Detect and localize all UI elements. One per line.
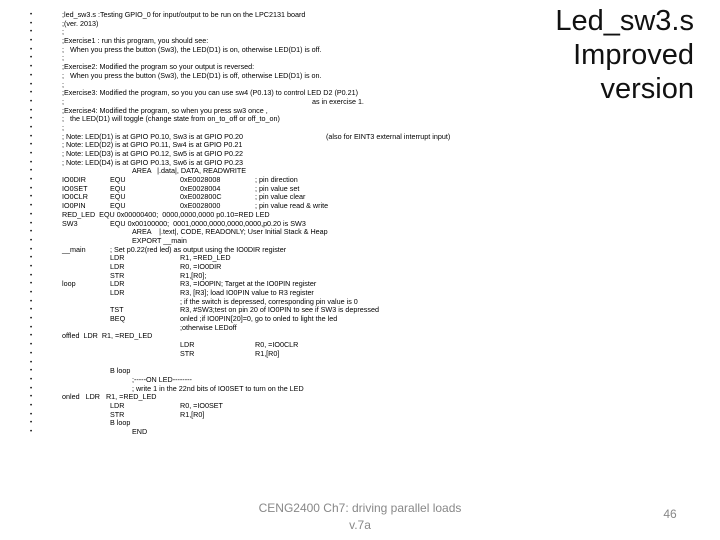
slide-title-line: version <box>600 73 694 105</box>
code-segment: as in exercise 1. <box>312 96 364 106</box>
bullet-marker: • <box>30 203 33 210</box>
bullet-marker: • <box>30 72 33 79</box>
bullet-marker: • <box>30 255 33 262</box>
bullet-marker: • <box>30 402 33 409</box>
code-segment: 0xE002800C <box>180 192 222 202</box>
bullet-marker: • <box>30 272 33 279</box>
bullet-marker: • <box>30 12 33 18</box>
bullet-marker: • <box>30 185 33 192</box>
slide-title-line: Improved <box>573 39 694 71</box>
code-segment: onled ;if IO0PIN[20]=0, go to onled to light the led <box>180 314 338 324</box>
bullet-marker: • <box>30 168 33 175</box>
code-line <box>30 402 550 411</box>
code-segment: EQU <box>110 175 126 185</box>
code-segment: STR <box>180 348 195 358</box>
code-segment: EQU <box>110 183 126 193</box>
bullet-marker: • <box>30 151 33 157</box>
code-segment: R0, =IO0CLR <box>255 340 299 350</box>
page-number: 46 <box>663 507 677 521</box>
code-segment: IO0DIR <box>62 175 86 185</box>
code-line <box>30 393 550 402</box>
code-segment: IO0CLR <box>62 192 88 202</box>
bullet-marker: • <box>30 298 33 305</box>
bullet-marker: • <box>30 98 33 105</box>
code-segment: EQU <box>110 201 126 211</box>
code-segment: loop <box>62 279 76 289</box>
code-segment: 0xE0028008 <box>180 175 221 185</box>
bullet-marker: • <box>30 29 33 36</box>
code-segment: R1,[R0] <box>255 348 280 358</box>
code-segment: R3, #SW3;test on pin 20 of IO0PIN to see if SW3 is depressed <box>180 305 379 315</box>
code-segment: ; When you press the button (Sw3), the LED(D1) is off, otherwise LED(D1) is on. <box>62 70 322 80</box>
code-line <box>30 159 550 168</box>
code-segment: B loop <box>110 366 131 376</box>
code-line <box>30 237 550 246</box>
code-segment: IO0PIN <box>62 201 86 211</box>
code-line <box>30 89 550 98</box>
bullet-marker: • <box>30 333 33 340</box>
code-line <box>30 254 550 263</box>
code-line <box>30 228 550 237</box>
code-segment: ; Note: LED(D3) is at GPIO P0.12, Sw5 is at GPIO P0.22 <box>62 149 243 158</box>
code-segment: END <box>132 427 148 436</box>
bullet-marker: • <box>30 385 33 392</box>
bullet-marker: • <box>30 90 33 97</box>
code-segment: ; pin value clear <box>255 192 306 202</box>
slide-title <box>555 4 694 106</box>
code-segment: LDR <box>180 340 195 350</box>
bullet-marker: • <box>30 64 33 71</box>
code-segment: LDR <box>110 261 125 271</box>
code-line <box>30 359 550 368</box>
code-segment: LDR <box>110 279 125 289</box>
code-segment: ;Exercise1 : run this program, you should see: <box>62 36 209 46</box>
bullet-marker: • <box>30 55 33 62</box>
code-segment: ; <box>62 122 64 132</box>
code-segment: RED_LED EQU 0x00000400; 0000,0000,0000 p0.10=RED LED <box>62 209 270 219</box>
code-line <box>30 46 550 55</box>
code-segment: ; Note: LED(D4) is at GPIO P0.13, Sw6 is at GPIO P0.23 <box>62 157 243 167</box>
code-line <box>30 246 550 255</box>
bullet-marker: • <box>30 220 33 227</box>
code-line <box>30 20 550 29</box>
code-segment: ;otherwise LEDoff <box>180 322 237 332</box>
code-segment: ; pin direction <box>255 175 298 185</box>
bullet-marker: • <box>30 237 33 244</box>
bullet-marker: • <box>30 107 33 114</box>
bullet-marker: • <box>30 376 33 383</box>
code-segment: ; When you press the button (Sw3), the LED(D1) is on, otherwise LED(D1) is off. <box>62 44 322 54</box>
bullet-marker: • <box>30 194 33 201</box>
code-segment: ; if the switch is depressed, corresponding pin value is 0 <box>180 296 358 306</box>
code-segment: R1,[R0]; <box>180 270 207 280</box>
code-segment: R3, =IO0PIN; Target at the IO0PIN register <box>180 279 317 289</box>
code-segment: ;-----ON LED-------- <box>132 374 192 384</box>
bullet-marker: • <box>30 394 33 401</box>
bullet-marker: • <box>30 290 33 296</box>
bullet-marker: • <box>30 46 33 53</box>
bullet-marker: • <box>30 229 33 236</box>
slide-footer <box>240 500 480 534</box>
bullet-marker: • <box>30 342 33 349</box>
code-segment: R0, =IO0SET <box>180 400 223 410</box>
code-segment: 0xE0028000 <box>180 201 221 211</box>
code-segment: ; write 1 in the 22nd bits of IO0SET to turn on the LED <box>132 383 304 393</box>
code-line <box>30 11 550 20</box>
bullet-marker: • <box>30 429 33 435</box>
footer-line: v.7a <box>349 518 371 532</box>
code-segment: ;Exercise4: Modified the program, so when you press sw3 once , <box>62 105 268 115</box>
code-line <box>30 350 550 359</box>
code-segment: ; pin value set <box>255 183 300 193</box>
bullet-marker: • <box>30 350 33 357</box>
bullet-marker: • <box>30 38 33 45</box>
code-segment: BEQ <box>110 314 126 324</box>
bullet-marker: • <box>30 177 33 184</box>
code-line <box>30 72 550 81</box>
code-segment: ; <box>62 96 64 106</box>
code-segment: ;Exercise2: Modified the program so your output is reversed: <box>62 62 255 72</box>
footer-line: CENG2400 Ch7: driving parallel loads <box>258 501 462 515</box>
bullet-marker: • <box>30 359 33 366</box>
code-segment: ;led_sw3.s :Testing GPIO_0 for input/output to be run on the LPC2131 board <box>62 10 306 19</box>
code-line <box>30 115 550 124</box>
code-segment: EXPORT __main <box>132 235 187 245</box>
code-segment: ;(ver. 2013) <box>62 18 99 28</box>
bullet-marker: • <box>30 246 33 253</box>
code-segment: IO0SET <box>62 183 88 193</box>
code-segment: AREA |.text|, CODE, READONLY; User Initial Stack & Heap <box>132 227 328 237</box>
code-segment: ; Note: LED(D1) is at GPIO P0.10, Sw3 is at GPIO P0.20 <box>62 131 243 141</box>
bullet-marker: • <box>30 159 33 166</box>
code-line <box>30 341 550 350</box>
code-segment: AREA |.data|, DATA, READWRITE <box>132 166 247 176</box>
code-segment: ; <box>62 79 64 89</box>
bullet-marker: • <box>30 81 33 88</box>
bullet-marker: • <box>30 411 33 418</box>
code-segment: ;Exercise3: Modified the program, so you you can use sw4 (P0.13) to control LED D2 (P0.21) <box>62 88 359 98</box>
code-segment: ; <box>62 27 64 37</box>
code-segment: R0, =IO0DIR <box>180 261 222 271</box>
bullet-marker: • <box>30 368 33 375</box>
bullet-marker: • <box>30 142 33 149</box>
bullet-marker: • <box>30 316 33 323</box>
code-segment: ; <box>62 53 64 63</box>
code-segment: R1, =RED_LED <box>180 253 231 263</box>
bullet-marker: • <box>30 116 33 123</box>
code-segment: STR <box>110 409 125 419</box>
code-segment: onled LDR R1, =RED_LED <box>62 392 157 402</box>
code-segment: 0xE0028004 <box>180 183 221 193</box>
code-line <box>30 428 550 437</box>
bullet-marker: • <box>30 281 33 288</box>
code-line <box>30 315 550 324</box>
code-segment: __main <box>62 244 86 254</box>
code-segment: ; pin value read & write <box>255 201 329 211</box>
code-segment: ; the LED(D1) will toggle (change state from on_to_off or off_to_on) <box>62 114 280 124</box>
code-segment: SW3 <box>62 218 78 228</box>
bullet-marker: • <box>30 20 33 27</box>
code-line <box>30 411 550 420</box>
code-segment: (also for EINT3 external interrupt input) <box>326 131 451 141</box>
code-segment: LDR <box>110 288 125 297</box>
bullet-marker: • <box>30 211 33 218</box>
code-segment: STR <box>110 270 125 280</box>
code-segment: offled LDR R1, =RED_LED <box>62 331 153 341</box>
bullet-marker: • <box>30 324 33 331</box>
bullet-marker: • <box>30 307 33 314</box>
code-segment: R3, [R3]; load IO0PIN value to R3 register <box>180 288 314 297</box>
bullet-marker: • <box>30 124 33 131</box>
code-line <box>30 263 550 272</box>
code-segment: EQU <box>110 192 126 202</box>
code-segment: LDR <box>110 400 125 410</box>
code-line <box>30 419 550 428</box>
code-segment: B loop <box>110 418 131 428</box>
code-listing <box>30 11 550 437</box>
code-segment: LDR <box>110 253 125 263</box>
code-segment: ; Note: LED(D2) is at GPIO P0.11, Sw4 is at GPIO P0.21 <box>62 140 243 150</box>
code-segment: TST <box>110 305 124 315</box>
slide-title-line: Led_sw3.s <box>555 5 694 37</box>
code-segment: EQU 0x00100000; 0001,0000,0000,0000,0000,p0.20 is SW3 <box>110 218 306 228</box>
code-segment: ; Set p0.22(red led) as output using the IO0DIR register <box>110 244 287 254</box>
code-segment: R1,[R0] <box>180 409 205 419</box>
bullet-marker: • <box>30 133 33 140</box>
code-line <box>30 367 550 376</box>
bullet-marker: • <box>30 263 33 270</box>
bullet-marker: • <box>30 420 33 427</box>
